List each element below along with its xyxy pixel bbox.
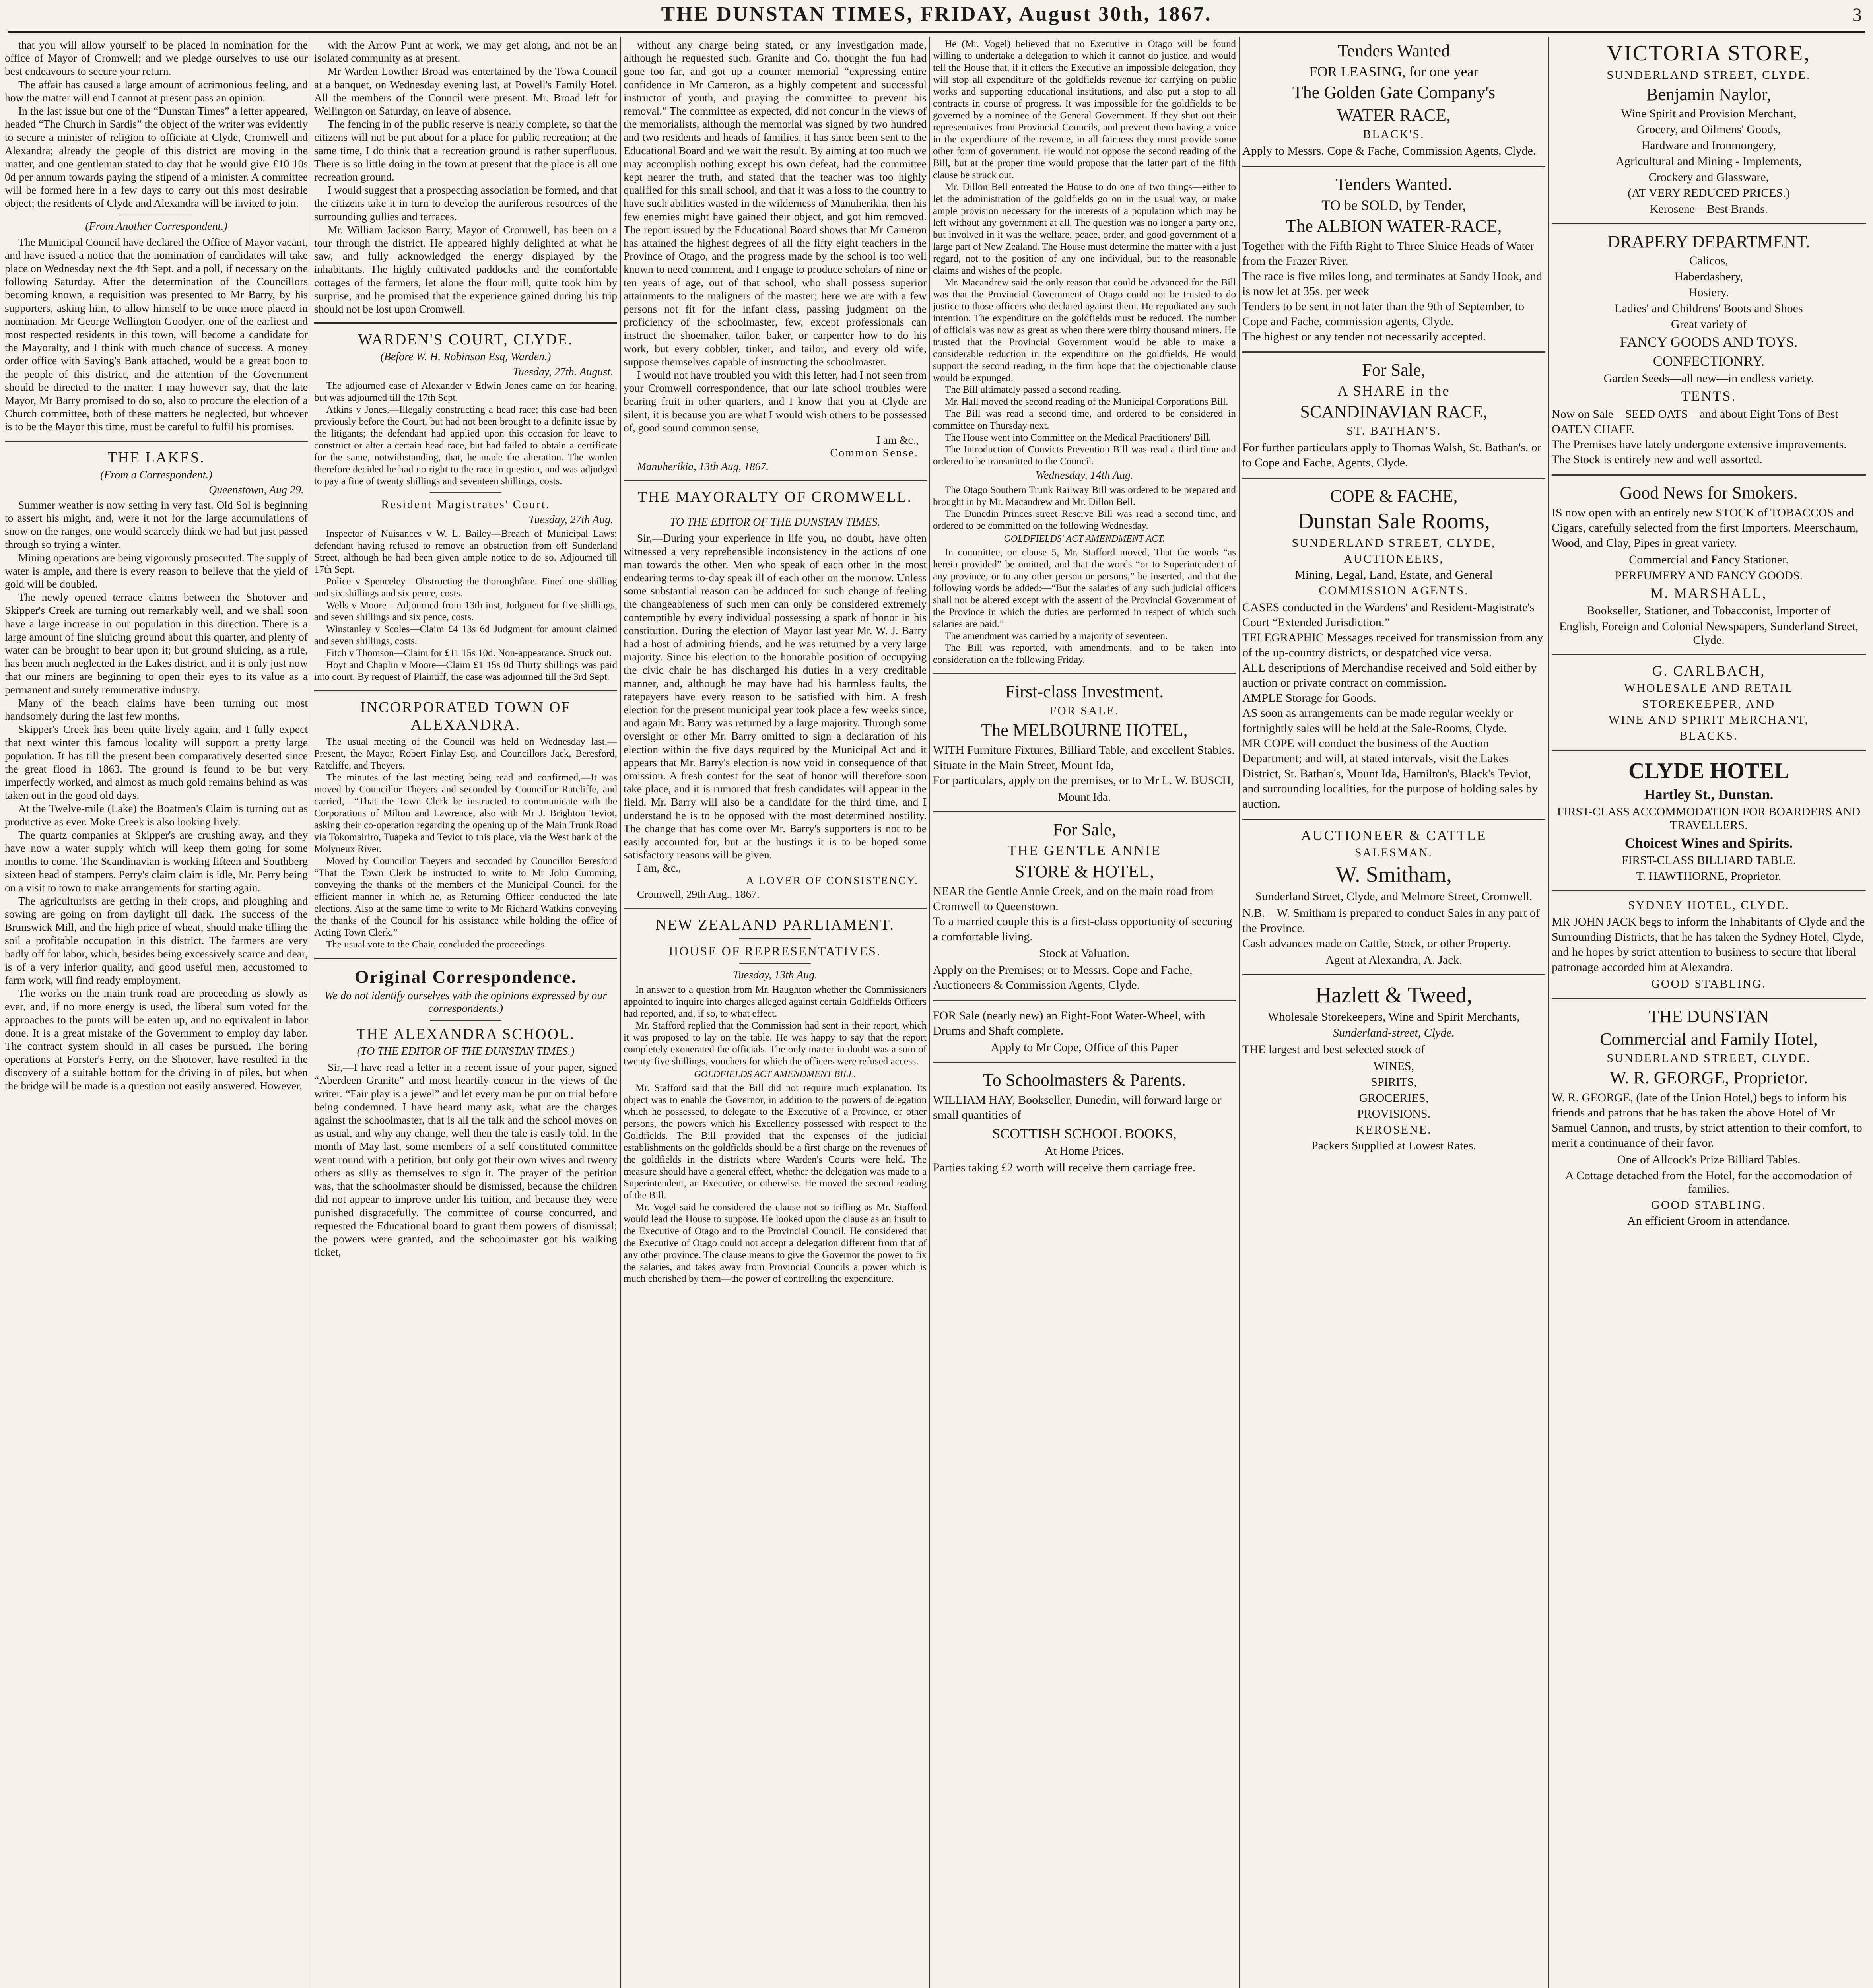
divider — [933, 811, 1236, 812]
ad-name: W. Smitham, — [1336, 862, 1452, 887]
article-paragraph: He (Mr. Vogel) believed that no Executive in Otago will be found willing to undertake a delegation to which it cannot do justice, and would tell the House that, if it offers the Executive an impossible delegation, they will stop all expenditure of the goldfields revenue for carrying on public works and supporting educational institutions, and also put a stop to all contracts in course of progress. It was impossible for the goldfields to be governed by a nominee of the General Government. If they shut out their representatives from Provincial Councils, and prevent them having a voice in the expenditure of the revenue, in all fairness they must provide some other form of government. He would not oppose the second reading of the Bill, but at the proper time would propose that the latter part of the fifth clause be struck out. — [933, 39, 1236, 181]
ad-line: Hartley St., Dunstan. — [1644, 786, 1774, 802]
ad-heading: DRAPERY DEPARTMENT. — [1607, 232, 1810, 251]
ad-line: SUNDERLAND STREET, CLYDE. — [1607, 68, 1811, 82]
article-paragraph: I would suggest that a prospecting association be formed, and that the citizens take it in turn to develop the auriferous resources of the surrounding gullies and terraces. — [314, 184, 617, 223]
section-heading: WARDEN'S COURT, CLYDE. — [358, 331, 573, 348]
dateline: Queenstown, Aug 29. — [208, 483, 304, 496]
article-paragraph: that you will allow yourself to be placed in nomination for the office of Mayor of Cromwell; and we pledge ourselves to use our best endeavours to secure your return. — [5, 39, 308, 78]
ad-name: Benjamin Naylor, — [1646, 85, 1771, 104]
ad-body: NEAR the Gentle Annie Creek, and on the main road from Cromwell to Queenstown. — [933, 885, 1214, 913]
ad-body: Apply on the Premises; or to Messrs. Cope and Fache, Auctioneers & Commission Agents, Clyde. — [933, 963, 1193, 992]
ad-melbourne-hotel — [933, 681, 1236, 804]
divider — [314, 690, 617, 691]
ad-line: WINE AND SPIRIT MERCHANT, — [1609, 713, 1809, 726]
divider — [624, 480, 927, 481]
ad-line: Great variety of — [1671, 318, 1747, 331]
article-paragraph: Mr. Vogel said he considered the clause not so trifling as Mr. Stafford would lead the House to suppose. He looked upon the clause as an insult to the Executive of Otago and to the Provincial Council. He considered that the Executive of Otago could not accept a delegation different from that of any other province. The clause means to give the Governor the power to fix the salaries, and takes away from Provincial Councils a power which is much cherished by them—the power of controlling the expenditure. — [624, 1202, 927, 1284]
section-heading: Original Correspondence. — [354, 967, 577, 987]
section-heading: THE ALEXANDRA SCHOOL. — [356, 1026, 575, 1043]
ad-heading: TENTS. — [1681, 388, 1737, 404]
article-paragraph: The Bill ultimately passed a second reading. — [945, 384, 1121, 395]
letter-place: Manuherikia, 13th Aug, 1867. — [637, 460, 769, 473]
divider — [1242, 166, 1545, 167]
ad-body: For particulars, apply on the premises, or to Mr L. W. BUSCH, — [933, 774, 1234, 787]
ad-victoria-store — [1552, 41, 1866, 216]
ad-body: WITH Furniture Fixtures, Billiard Table, and excellent Stables. Situate in the Main Street, Mount Ida, — [933, 744, 1235, 772]
ad-name: M. MARSHALL, — [1650, 585, 1767, 601]
page-number: 3 — [1852, 4, 1862, 25]
ad-line: Crockery and Glassware, — [1648, 171, 1769, 184]
ad-heading: For Sale, — [1362, 360, 1426, 380]
divider — [1242, 351, 1545, 353]
ad-name: Hazlett & Tweed, — [1315, 983, 1473, 1008]
article-paragraph: Moved by Councillor Theyers and seconded by Councillor Beresford “That the Town Clerk be instructed to write to Mr John Cumming, conveying the thanks of the members of the Municipal Council for the efficient manner in which he, as Returning Officer conducted the late elections. Also at the same time to write to Mr Richard Watkins conveying the thanks of the Council for his assistance while holding the office of Acting Town Clerk.” — [314, 856, 617, 938]
ad-line: Bookseller, Stationer, and Tobacconist, Importer of — [1587, 604, 1831, 617]
letter-paragraph: Sir,—I have read a letter in a recent issue of your paper, signed “Aberdeen Granite” and most heartily concur in the views of the writer. “Fair play is a jewel” and let every man be put on trial before being condemned. I have heard many ask, what are the charges against the schoolmaster, that is all the talk and the school moves on as usual, and why any change, well then the tale is easily told. In the month of May last, some members of a self constituted committee went round with a petition, but only got their own wives and twenty others as silly as themselves to sign it. The prayer of the petition was, that the schoolmaster should be dismissed, because the children did not appear to improve under his tuition, and because they were punished disgracefully. The committee of course concurred, and requested the Educational board to grant them powers of dismissal; the powers were granted, and the schoolmaster got his walking ticket, — [314, 1061, 617, 1258]
ad-line: English, Foreign and Colonial Newspapers, Sunderland Street, Clyde. — [1559, 620, 1859, 646]
divider — [1552, 474, 1866, 476]
court-case: Winstanley v Scoles—Claim £4 13s 6d Judgment for amount claimed and seven shillings, costs. — [314, 624, 617, 647]
ad-gentle-annie — [933, 819, 1236, 993]
ad-heading: For Sale, — [1053, 820, 1116, 839]
article-paragraph: The Introduction of Convicts Prevention Bill was read a third time and ordered to be transmitted to the Council. — [933, 444, 1236, 467]
article-paragraph: Mr Warden Lowther Broad was entertained by the Towa Council at a banquet, on Wednesday evening last, at Powell's Family Hotel. All the members of the Council were present. Mr. Broad left for Wellington on Saturday, on leave of absence. — [314, 65, 617, 117]
divider — [314, 322, 617, 324]
article-paragraph: The fencing in of the public reserve is nearly complete, so that the citizens will not be put about for a place for public recreation; at the same time, I do think that a recreation ground is rather superfluous. There is so little doing in the town at present that the place is all one recreation ground. — [314, 118, 617, 183]
ad-line: Mount Ida. — [1058, 790, 1111, 804]
ad-name: STORE & HOTEL, — [1015, 862, 1154, 881]
section-heading: THE MAYORALTY OF CROMWELL. — [637, 489, 913, 506]
court-case: Inspector of Nuisances v W. L. Bailey—Breach of Municipal Laws; defendant having refused to remove an obstruction from off Sunderland Street, although he had been given ample notice to do so. Adjourned till 17th Sept. — [314, 528, 617, 575]
ad-body: MR JOHN JACK begs to inform the Inhabitants of Clyde and the Surrounding Districts, that he has taken the Sydney Hotel, Clyde, and he hopes by strict attention to business to secure that liberal patronage accorded him at Alexandra. — [1552, 915, 1865, 974]
ad-line: Agent at Alexandra, A. Jack. — [1325, 953, 1463, 967]
letter-paragraph: without any charge being stated, or any investigation made, although he requested such. Granite and Co. thought the fun had gone too far, and got up a counter memorial “expressing entire confidence in Mr Cameron, as a highly competent and successful instructor of youth, and praying the committee to prevent his removal.” The committee as expected, did not concur in the views of the memorialists, although the memorial was signed by two hundred and two residents and heads of families, it has since been sent to the Educational Board and we wait the result. By aiming at too much we may accomplish nothing except his own defeat, had the committee kept nearer the truth, and stated that the teacher was too highly qualified for this small school, and that it was a loss to the country to have such abilities wasted in the wilderness of Manuherikia, then his few enemies might have gained their object, and got him removed. The report issued by the Educational Board shows that Mr Cameron has attained the highest degrees of all the fifty eight teachers in the Province of Otago, and the progress made by the school is too well known to need comment, and I engage to produce scholars of nine or ten years of age, out of that school, who shall possess superior attainments to the maligners of the master; here we are with a few persons not fit for the infant class, passing judgment on the proficiency of the schoolmaster, few, except professionals can instruct the shoemaker, tailor, baker, or carpenter how to do his work, but every cobbler, tinker, and tailor, and every old wife, suppose themselves capable of instructing the schoolmaster. — [624, 39, 927, 368]
court-case: Wells v Moore—Adjourned from 13th inst, Judgment for five shillings, and seven shillings and six pence, costs. — [314, 600, 617, 623]
ad-line: Commercial and Fancy Stationer. — [1629, 553, 1789, 566]
column-2 — [314, 38, 617, 1988]
ad-line: FIRST-CLASS ACCOMMODATION FOR BOARDERS AND TRAVELLERS. — [1557, 805, 1861, 832]
ad-heading: Tenders Wanted. — [1335, 175, 1452, 194]
court-before: (Before W. H. Robinson Esq, Warden.) — [380, 351, 551, 363]
article-paragraph: The Dunedin Princes street Reserve Bill was read a second time, and ordered to be committed on the following Wednesday. — [933, 509, 1236, 531]
ad-heading: SYDNEY HOTEL, CLYDE. — [1628, 899, 1789, 912]
ad-name: SCANDINAVIAN RACE, — [1300, 402, 1488, 421]
dateline: Wednesday, 14th Aug. — [1036, 469, 1133, 481]
dateline: Tuesday, 13th Aug. — [732, 969, 818, 981]
ad-body: W. R. GEORGE, (late of the Union Hotel,) begs to inform his friends and patrons that he has taken the above Hotel of Mr Samuel Cannon, and trusts, by strict attention to their comfort, to merit a continuance of their favor. — [1552, 1091, 1862, 1149]
letter-paragraph: Sir,—During your experience in life you, no doubt, have often witnessed a very reprehensible inconsistency in the actions of one man towards the other. Men who speak of each other in the most endearing terms to-day speak ill of each other on the morrow. Unless some substantial reason can be adduced for such change of feeling the changeableness of such men can only be considered extremely contemptible by every individual possessing a spark of honor in his constitution. During the election of Mayor last year Mr. W. J. Barry had a host of admiring friends, and he was returned by a very large majority. Since his election to the honorable position of occupying the civic chair he has discharged his duties in a very creditable manner, and, although he may have had his harmless faults, the ratepayers have every reason to be satisfied with him. A fresh election for the present municipal year took place a few weeks since, and again Mr. Barry was returned by a large majority. Through some oversight or other Mr. Barry omitted to sign a declaration of his election within the five days required by the Municipal Act and it appears that Mr. Barry's election is now void in consequence of that omission. A fresh contest for the seat of honor will therefore soon take place, and it is rumored that fresh candidates will appear in the field. Mr. Barry will also be a candidate for the third time, and I understand he is to be opposed with the most determined hostility. The change that has come over Mr. Barry's supporters is not to be easily accounted for, but at the hustings it is to be hoped some satisfactory reasons will be given. — [624, 532, 927, 861]
ad-body: The Stock is entirely new and well assorted. — [1552, 453, 1762, 466]
divider — [1552, 223, 1866, 224]
section-heading: THE LAKES. — [107, 449, 205, 466]
ad-name: The Golden Gate Company's — [1292, 83, 1496, 102]
ad-line: TO be SOLD, by Tender, — [1321, 197, 1466, 213]
ad-line: PERFUMERY AND FANCY GOODS. — [1615, 569, 1803, 582]
ad-heading: Good News for Smokers. — [1620, 483, 1798, 503]
letter-paragraph: I would not have troubled you with this letter, had I not seen from your Cromwell correspondence, that our late school troubles were bearing fruit in other quarters, and I know that you at Clyde are silent, it is because you are what I would wish others to be possessed of, good sound common sense, — [624, 369, 927, 434]
ad-body: CASES conducted in the Wardens' and Resident-Magistrate's Court “Extended Jurisdiction.” — [1242, 601, 1535, 629]
ad-carlbach — [1552, 662, 1866, 743]
divider — [1242, 974, 1545, 975]
ad-name: WATER RACE, — [1337, 105, 1451, 125]
article-paragraph: with the Arrow Punt at work, we may get along, and not be an isolated community as at present. — [314, 39, 617, 64]
ad-list-item: GROCERIES, — [1359, 1091, 1429, 1105]
ad-body: MR COPE will conduct the business of the Auction Department; and will, at stated intervals, visit the Lakes District, St. Bathan's, Mount Ida, Hamilton's, Black's Teviot, and surrounding localities, for the purpose of holding sales by auction. — [1242, 737, 1538, 810]
ad-line: One of Allcock's Prize Billiard Tables. — [1617, 1153, 1801, 1166]
ad-line: An efficient Groom in attendance. — [1627, 1214, 1791, 1227]
ad-body: FOR Sale (nearly new) an Eight-Foot Water-Wheel, with Drums and Shaft complete. — [933, 1009, 1205, 1037]
ad-body: The Premises have lately undergone extensive improvements. — [1552, 438, 1847, 451]
divider — [1552, 998, 1866, 999]
court-case: Atkins v Jones.—Illegally constructing a head race; this case had been previously before the Court, but had not been brought to a definite issue by the litigants; the defendant had applied upon this occasion for leave to construct or alter a certain head race, but had failed to obtain a certificate for the same, notwithstanding, that, he made the alteration. The warden therefore decided he had no right to the race in question, and was adjudged to pay a fine of twenty shillings and seventeen shillings, costs. — [314, 404, 617, 487]
ad-line: Mining, Legal, Land, Estate, and General — [1295, 568, 1493, 581]
ad-line: BLACKS. — [1679, 729, 1738, 742]
section-heading: NEW ZEALAND PARLIAMENT. — [655, 916, 895, 933]
ad-line: At Home Prices. — [1045, 1144, 1124, 1157]
ad-body: Now on Sale—SEED OATS—and about Eight Tons of Best OATEN CHAFF. — [1552, 408, 1838, 436]
article-paragraph: The affair has caused a large amount of acrimonious feeling, and how the matter will end I cannot at present pass an opinion. — [5, 78, 308, 104]
ad-school-books — [933, 1070, 1236, 1175]
correspondent-note: (From Another Correspondent.) — [85, 220, 227, 233]
ad-name: SCOTTISH SCHOOL BOOKS, — [992, 1126, 1177, 1142]
ad-body: WILLIAM HAY, Bookseller, Dunedin, will forward large or small quantities of — [933, 1093, 1221, 1122]
ad-line: STOREKEEPER, AND — [1642, 697, 1776, 711]
ad-line: Grocery, and Oilmens' Goods, — [1636, 123, 1781, 136]
divider — [430, 1020, 501, 1021]
article-paragraph: Mining operations are being vigorously prosecuted. The supply of water is ample, and there is every reason to believe that the yield of gold will be doubled. — [5, 551, 308, 590]
ad-body: AMPLE Storage for Goods. — [1242, 691, 1376, 705]
divider — [1242, 478, 1545, 479]
ad-cope-fache — [1242, 486, 1545, 812]
ad-line: SUNDERLAND STREET, CLYDE. — [1607, 1052, 1811, 1065]
article-paragraph: The agriculturists are getting in their crops, and ploughing and sowing are going on from daylight till dark. The success of the Brunswick Mill, and the high price of wheat, should make tilling the soil a profitable occupation in this district. The farmers are very badly off for labor, which, besides being excessively scarce and dear, is of a very inferior quality, and good useful men, accustomed to farm work, will find ready employment. — [5, 894, 308, 986]
ad-smokers — [1552, 483, 1866, 647]
ad-name: Dunstan Sale Rooms, — [1298, 509, 1490, 534]
section-heading: INCORPORATED TOWN OF ALEXANDRA. — [360, 699, 571, 734]
ad-body: The highest or any tender not necessarily accepted. — [1242, 330, 1486, 343]
masthead-title: THE DUNSTAN TIMES, FRIDAY, August 30th, 1867. — [661, 3, 1212, 25]
ad-clyde-hotel — [1552, 758, 1866, 883]
column-3 — [624, 38, 927, 1988]
article-paragraph: The usual vote to the Chair, concluded the proceedings. — [326, 939, 547, 950]
article-paragraph: The Municipal Council have declared the Office of Mayor vacant, and have issued a notice that the nomination of candidates will take place on Wednesday next the 4th Sept. and a poll, if necessary on the following Saturday. After the determination of the Councillors becoming known, a requisition was presented to Mr Barry, by his supporters, asking him, to allow himself to be once more placed in nomination. Mr George Wellington Goodyer, one of the earliest and most respected residents in this town, will become a candidate for the Mayoralty, and I think with much chance of success. A money order office with Saving's Bank attached, would be a great boon to the people of this district, and the attention of the Government should be directed to the matter. I may however say, that the late Mayor, Mr Barry promised to do so, also to procure the election of a Church committee, both of these matters he neglected, but whoever is to be the Mayor this time, must be careful to fulfil his promises. — [5, 235, 308, 433]
letter-address: (TO THE EDITOR OF THE DUNSTAN TIMES.) — [357, 1045, 575, 1058]
column-1 — [5, 38, 308, 1988]
ad-albion-water-race — [1242, 174, 1545, 344]
column-4 — [933, 38, 1236, 1988]
article-paragraph: Mr. Dillon Bell entreated the House to do one of two things—either to let the administration of the goldfields go on in the usual way, or make ample provision necessary for the interests of a population which may be left without any government at all. The question was no longer a party one, but involved in it was the welfare, peace, order, and good government of a large part of New Zealand. The House must determine the matter with a just regard, not to the position of any one individual, but to the reasonable claims and wishes of the people. — [933, 182, 1236, 276]
article-paragraph: Many of the beach claims have been turning out most handsomely during the last few months. — [5, 696, 308, 722]
ad-line: Wine Spirit and Provision Merchant, — [1621, 107, 1797, 120]
ad-line: FOR SALE. — [1049, 704, 1119, 717]
column-rule — [620, 37, 621, 1988]
ad-heading: To Schoolmasters & Parents. — [983, 1070, 1186, 1090]
ad-line: AUCTIONEERS, — [1344, 552, 1444, 565]
article-paragraph: The works on the main trunk road are proceeding as slowly as ever, and, if no more energy is used, the liberal sum voted for the approaches to the punts will be eaten up, and no equivalent in labor done. It is a great mistake of the Government to employ day labor. The contract system should in all cases be pursued. The boring operations at Forster's Ferry, on the Shotover, have resulted in the discovery of a suitable bottom for the driving in of piles, but when the bridge will be made is a question not easily answered. However, — [5, 987, 308, 1092]
letter-signoff: I am, &c., — [637, 862, 681, 874]
ad-line: Hardware and Ironmongery, — [1641, 139, 1776, 152]
ad-line: FIRST-CLASS BILLIARD TABLE. — [1621, 854, 1796, 867]
ad-line: Sunderland Street, Clyde, and Melmore Street, Cromwell. — [1255, 890, 1533, 903]
letter-signature: A LOVER OF CONSISTENCY. — [746, 874, 919, 887]
ad-line: CONFECTIONRY. — [1653, 353, 1765, 369]
ad-name: The ALBION WATER-RACE, — [1286, 216, 1502, 236]
court-case: Fitch v Thomson—Claim for £11 15s 10d. Non-appearance. Struck out. — [326, 648, 612, 659]
ad-name: Commercial and Family Hotel, — [1600, 1029, 1818, 1049]
ad-body: Together with the Fifth Right to Three Sluice Heads of Water from the Frazer River. — [1242, 239, 1535, 268]
ad-body: For further particulars apply to Thomas Walsh, St. Bathan's. or to Cope and Fache, Agents, Clyde. — [1242, 441, 1541, 469]
divider — [1552, 890, 1866, 891]
ad-list-item: SPIRITS, — [1371, 1076, 1417, 1089]
ad-name: The MELBOURNE HOTEL, — [981, 720, 1188, 740]
ad-line: WHOLESALE AND RETAIL — [1624, 681, 1793, 695]
ad-golden-gate — [1242, 41, 1545, 159]
ad-line: FANCY GOODS AND TOYS. — [1620, 334, 1798, 350]
article-paragraph: In answer to a question from Mr. Haughton whether the Commissioners appointed to inquire into charges alleged against certain Goldfields Officers had reported, and, if so, to what effect. — [624, 984, 927, 1019]
column-rule — [1548, 37, 1549, 1988]
ad-hazlett-tweed — [1242, 982, 1545, 1153]
article-paragraph: Mr. Stafford replied that the Commission had sent in their report, which it was proposed to lay on the table. He was happy to say that the report completely exonerated the officials. The only matter in doubt was a sum of twenty-five shillings, vouchers for which the officers were refused access. — [624, 1020, 927, 1067]
ad-line: A Cottage detached from the Hotel, for the accomodation of families. — [1565, 1169, 1852, 1196]
ad-line: FOR LEASING, for one year — [1309, 64, 1479, 80]
divider — [314, 958, 617, 959]
letter-place: Cromwell, 29th Aug., 1867. — [637, 887, 760, 900]
divider — [1242, 819, 1545, 820]
ad-body: Cash advances made on Cattle, Stock, or other Property. — [1242, 937, 1511, 950]
ad-line: Wholesale Storekeepers, Wine and Spirit Merchants, — [1268, 1010, 1520, 1023]
ad-scandinavian-race — [1242, 360, 1545, 470]
letter-signoff: I am &c., — [876, 434, 919, 447]
ad-list-item: PROVISIONS. — [1357, 1107, 1431, 1120]
article-paragraph: The amendment was carried by a majority of seventeen. — [945, 631, 1168, 641]
ad-line: T. HAWTHORNE, Proprietor. — [1636, 870, 1782, 883]
column-rule — [929, 37, 930, 1988]
article-paragraph: The Otago Southern Trunk Railway Bill was ordered to be prepared and brought in by Mr. Macandrew and Mr. Dillon Bell. — [933, 485, 1236, 507]
ad-line: Calicos, — [1689, 254, 1728, 267]
dateline: Tuesday, 27th. August. — [513, 366, 613, 379]
article-paragraph: In the last issue but one of the “Dunstan Times” a letter appeared, headed “The Church in Sardis” the object of the writer was evidently to secure a minister of religion to officiate at Clyde, Cromwell and Alexandra; already the people of this district are moving in the matter, and one gentleman stated to day that he would give £10 10s 0d per annum towards paying the stipend of a minister. A committee will be formed here in a few days to carry out this most desirable object; the residents of Clyde and Alexandra will be invited to join. — [5, 105, 308, 210]
ad-heading: First-class Investment. — [1005, 682, 1164, 701]
ad-name: G. CARLBACH, — [1652, 663, 1766, 679]
article-paragraph: Mr. William Jackson Barry, Mayor of Cromwell, has been on a tour through the district. He appeared highly delighted at what he saw, and fully acknowledged the energy displayed by the inhabitants. The highly cultivated paddocks and the comfortable cottages of the farmers, let alone the flour mill, quite took him by surprise, and he promised that the experience gained during his trip should not be lost upon Cromwell. — [314, 223, 617, 315]
ad-body: To a married couple this is a first-class opportunity of securing a comfortable living. — [933, 915, 1232, 943]
divider — [624, 908, 927, 909]
ad-line: W. R. GEORGE, Proprietor. — [1609, 1068, 1808, 1087]
editorial-note: We do not identify ourselves with the opinions expressed by our correspondents.) — [324, 990, 607, 1015]
article-paragraph: Skipper's Creek has been quite lively again, and I fully expect that next winter this famous locality will support a pretty large population. It has till the present been comparatively deserted since the great flood in 1863. The ground is found to be but very imperfectly worked, and almost as much gold remains behind as was taken out in the good old days. — [5, 723, 308, 802]
article-paragraph: The newly opened terrace claims between the Shotover and Skipper's Creek are turning out remarkably well, and we shall soon have a large increase in our population in this direction. There is a large amount of fine sluicing ground about this quarter, and plenty of water can be brought to bear upon it; but ground sluicing, as a rule, has been much neglected in the Lakes district, and it is only just now that our miners are beginning to open their eyes to its value as a permanent and surely remunerative industry. — [5, 591, 308, 696]
divider — [1552, 654, 1866, 655]
ad-heading: AUCTIONEER & CATTLE — [1301, 827, 1487, 843]
ad-body: Apply to Messrs. Cope & Fache, Commission Agents, Clyde. — [1242, 144, 1536, 157]
court-case: Police v Spenceley—Obstructing the thoroughfare. Fined one shilling and six shillings and six pence, costs. — [314, 576, 617, 599]
article-paragraph: The Bill was read a second time, and ordered to be considered in committee on Thursday next. — [933, 408, 1236, 431]
article-paragraph: Mr. Macandrew said the only reason that could be advanced for the Bill was that the Provincial Government of Otago could not be trusted to do justice to those officers who declared against them. He repudiated any such intention. The expenditure on the goldfields must be reduced. The number of officials was now as great as when there were thirty thousand miners. He trusted that the Provincial Government would be able to make a considerable reduction in the expenditure on the goldfields. He would support the second reading, in the firm hope that the objectionable clause would be expunged. — [933, 277, 1236, 383]
article-paragraph: The quartz companies at Skipper's are crushing away, and they have now a water supply which will keep them going for some months to come. The Scandinavian is working fifteen and Southberg sixteen head of stampers. Perry's claim claim is idle, Mr. Perry being on a visit to town to make arrangements for starting again. — [5, 828, 308, 894]
ad-line: Hosiery. — [1688, 286, 1729, 299]
ad-line: BLACK'S. — [1363, 128, 1425, 141]
column-rule — [1239, 37, 1240, 1988]
section-subheading: HOUSE OF REPRESENTATIVES. — [669, 944, 881, 958]
bill-heading: GOLDFIELDS' ACT AMENDMENT ACT. — [1004, 534, 1165, 544]
ad-heading: Tenders Wanted — [1337, 41, 1450, 60]
ad-name: THE DUNSTAN — [1648, 1007, 1769, 1026]
article-paragraph: Mr. Hall moved the second reading of the Municipal Corporations Bill. — [945, 396, 1228, 407]
ad-line: Haberdashery, — [1674, 270, 1743, 283]
ad-water-wheel — [933, 1008, 1236, 1054]
ad-line: Sunderland-street, Clyde. — [1333, 1026, 1455, 1039]
divider — [430, 492, 501, 493]
ad-line: (AT VERY REDUCED PRICES.) — [1628, 186, 1790, 200]
ad-line: Ladies' and Childrens' Boots and Shoes — [1615, 302, 1803, 315]
ad-body: N.B.—W. Smitham is prepared to conduct Sales in any part of the Province. — [1242, 907, 1540, 935]
ad-line: Packers Supplied at Lowest Rates. — [1311, 1139, 1477, 1152]
ad-line: Apply to Mr Cope, Office of this Paper — [991, 1041, 1178, 1054]
column-6 — [1552, 38, 1866, 1988]
ad-line: Garden Seeds—all new—in endless variety. — [1603, 372, 1814, 385]
ad-heading: COPE & FACHE, — [1330, 486, 1458, 506]
ad-body: TELEGRAPHIC Messages received for transmission from any of the up-country districts, or despatched vice versa. — [1242, 631, 1543, 659]
divider — [739, 938, 811, 939]
ad-body: THE largest and best selected stock of — [1242, 1043, 1425, 1056]
ad-line: COMMISSION AGENTS. — [1319, 584, 1469, 597]
ad-drapery — [1552, 231, 1866, 467]
ad-body: The race is five miles long, and terminates at Sandy Hook, and is now let at 35s. per week — [1242, 270, 1542, 298]
divider — [933, 1062, 1236, 1063]
divider — [1552, 750, 1866, 751]
ad-line: A SHARE in the — [1337, 383, 1450, 399]
ad-line: KEROSENE. — [1356, 1123, 1432, 1136]
ad-line: Stock at Valuation. — [1039, 947, 1130, 960]
court-case: The adjourned case of Alexander v Edwin Jones came on for hearing, but was adjourned till the 17th Sept. — [314, 381, 617, 404]
ad-body: Tenders to be sent in not later than the 9th of September, to Cope and Fache, commission agents, Clyde. — [1242, 300, 1525, 328]
correspondent-note: (From a Correspondent.) — [100, 468, 212, 481]
ad-line: SALESMAN. — [1354, 846, 1433, 859]
ad-line: ST. BATHAN'S. — [1346, 424, 1442, 437]
ad-dunstan-hotel — [1552, 1006, 1866, 1228]
ad-line: GOOD STABLING. — [1651, 977, 1766, 990]
ad-line: Choicest Wines and Spirits. — [1624, 835, 1793, 851]
article-paragraph: In committee, on clause 5, Mr. Stafford moved, That the words “as herein provided” be omitted, and that the words “or to Superintendent of any province, or to any other person or persons,” be inserted, and that the following words be added:—“But the salaries of any such judicial officers shall not be altered except with the assent of the Provincial Government of the Province in which the duties are performed in respect of which such salaries are paid.” — [933, 547, 1236, 629]
masthead — [8, 0, 1865, 33]
letter-address: TO THE EDITOR OF THE DUNSTAN TIMES. — [670, 516, 880, 529]
article-paragraph: The usual meeting of the Council was held on Wednesday last.—Present, the Mayor, Robert Finlay Esq. and Councillors Jack, Beresford, Ratcliffe, and Theyers. — [314, 736, 617, 771]
section-heading: Resident Magistrates' Court. — [381, 498, 550, 511]
dateline: Tuesday, 27th Aug. — [528, 514, 613, 526]
article-paragraph: The minutes of the last meeting being read and confirmed,—It was moved by Councillor Theyers and seconded by Councillor Ratcliffe, and carried,—“That the Town Clerk be instructed to communicate with the Corporations of Milton and Lawrence, also with Mr J. Brighton Teviot, asking their co-operation regarding the opening up of the Main Trunk Road via Tokomairiro, Tuapeka and Teviot to this place, via the West bank of the Molyneux River. — [314, 772, 617, 855]
divider — [933, 1000, 1236, 1001]
article-paragraph: The Bill was reported, with amendments, and to be taken into consideration on the following Friday. — [933, 643, 1236, 665]
ad-smitham — [1242, 827, 1545, 967]
ad-list-item: WINES, — [1373, 1060, 1414, 1073]
ad-line: GOOD STABLING. — [1651, 1198, 1766, 1211]
ad-line: SUNDERLAND STREET, CLYDE, — [1292, 536, 1496, 549]
article-paragraph: The House went into Committee on the Medical Practitioners' Bill. — [945, 432, 1211, 443]
ad-body: ALL descriptions of Merchandise received and Sold either by auction or private contract on commission. — [1242, 661, 1537, 689]
article-paragraph: At the Twelve-mile (Lake) the Boatmen's Claim is turning out as productive as ever. Moke Creek is also looking lively. — [5, 802, 308, 828]
ad-body: AS soon as arrangements can be made regular weekly or fortnightly sales will be held at the Sale-Rooms, Clyde. — [1242, 707, 1513, 735]
ad-name: VICTORIA STORE, — [1607, 41, 1811, 66]
bill-heading: GOLDFIELDS ACT AMENDMENT BILL. — [694, 1069, 856, 1079]
ad-body: IS now open with an entirely new STOCK of TOBACCOS and Cigars, carefully selected from the first Importers. Meerschaum, Wood, and Clay, Pipes in great variety. — [1552, 506, 1859, 549]
divider — [5, 441, 308, 442]
article-paragraph: Summer weather is now setting in very fast. Old Sol is beginning to assert his might, and, were it not for the large accumulations of snow on the ranges, one would scarcely think we had but just passed through so trying a winter. — [5, 498, 308, 551]
court-case: Hoyt and Chaplin v Moore—Claim £1 15s 0d Thirty shillings was paid into court. By request of Plaintiff, the case was adjourned till the 3rd Sept. — [314, 660, 617, 683]
ad-line: Kerosene—Best Brands. — [1650, 202, 1768, 215]
column-5 — [1242, 38, 1545, 1988]
ad-line: THE GENTLE ANNIE — [1008, 843, 1161, 858]
divider — [933, 673, 1236, 674]
ad-sydney-hotel — [1552, 899, 1866, 991]
ad-line: Agricultural and Mining - Implements, — [1616, 155, 1802, 168]
divider — [739, 963, 811, 964]
ad-name: CLYDE HOTEL — [1628, 759, 1789, 783]
article-paragraph: Mr. Stafford said that the Bill did not require much explanation. Its object was to enable the Governor, in addition to the powers of delegation which he possessed, to delegate to the Executive of a Province, or other persons, the powers which his Excellency possessed with respect to the Goldfields. The Bill provided that the expenses of the judicial establishments on the goldfields should be a first charge on the revenues of the goldfields in the districts where Warden's Courts were held. The measure should have a general effect, whether the delegation was made to a Superintendent, an Executive, or otherwise. He moved the second reading of the Bill. — [624, 1082, 927, 1201]
letter-signature: Common Sense. — [830, 447, 919, 460]
ad-body: Parties taking £2 worth will receive them carriage free. — [933, 1161, 1196, 1174]
